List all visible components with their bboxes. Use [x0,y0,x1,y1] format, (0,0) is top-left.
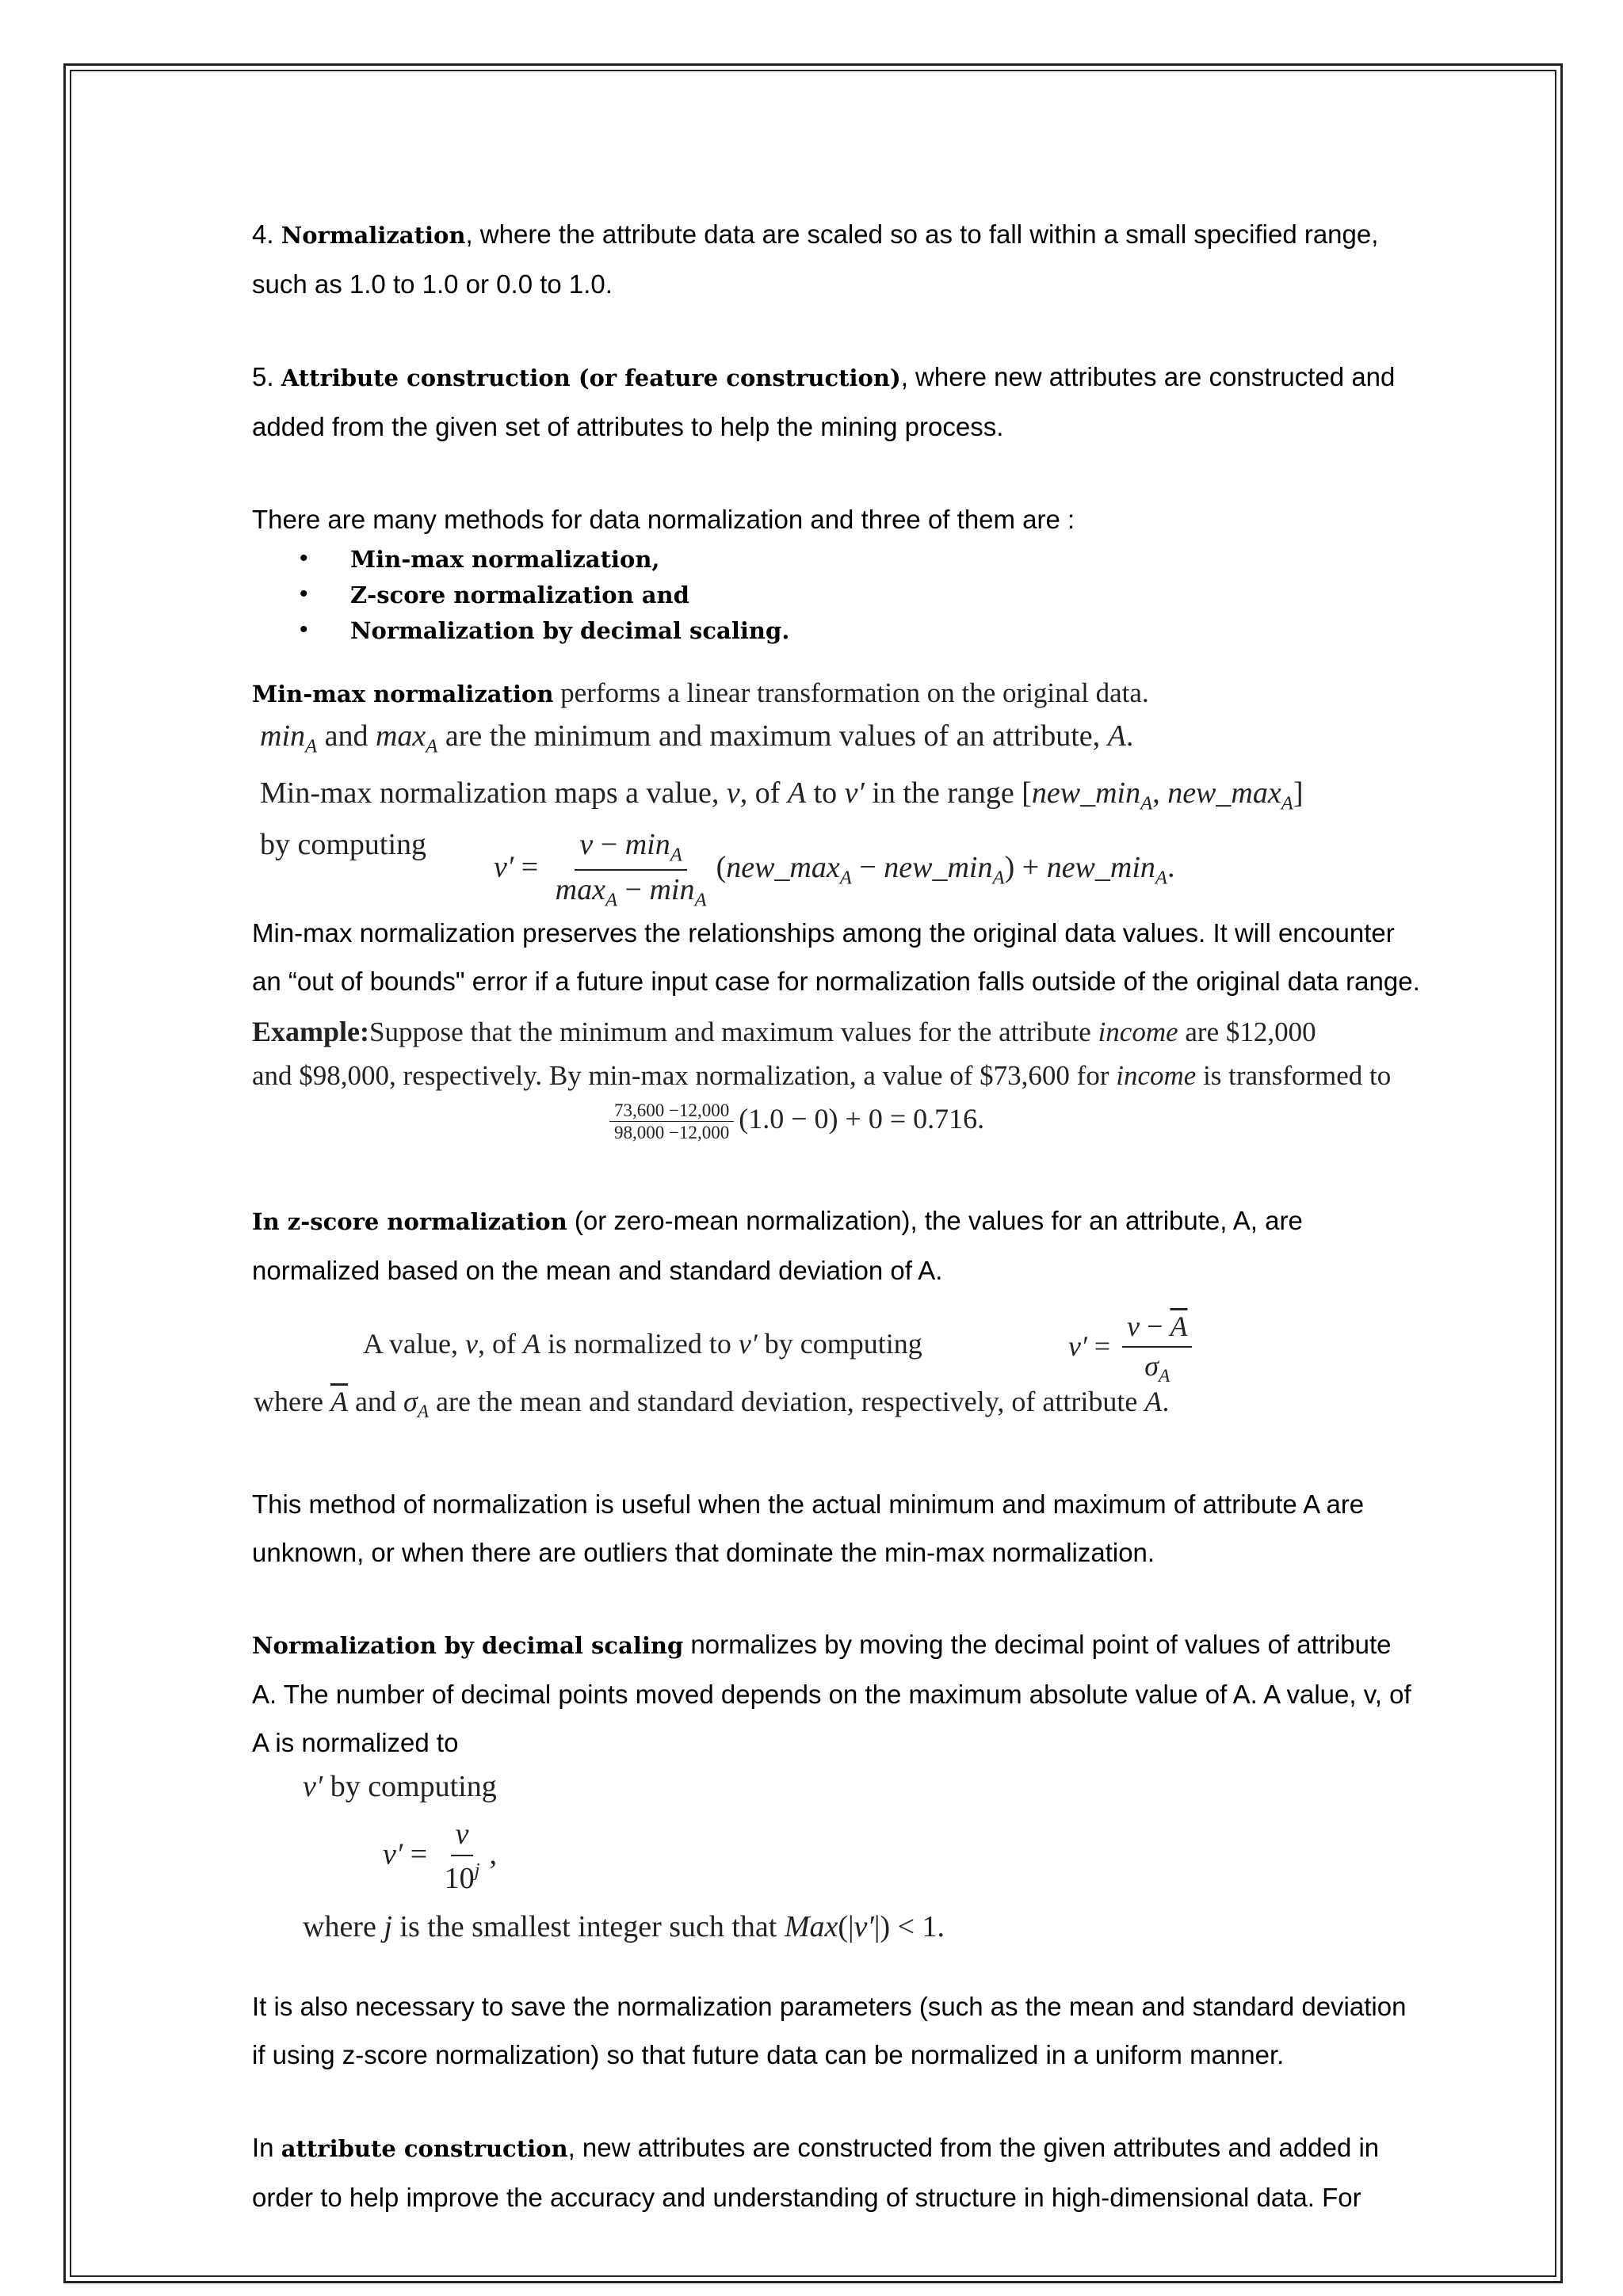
example-label: Example: [252,1016,369,1047]
minmax-def-line: $\min_A$ and $\max_A$ are the minimum and maximum values of an attribute, A. [260,719,1134,757]
item-number: 4. [252,219,281,249]
bullet-icon: • [300,616,308,643]
item-normalization [252,210,1488,308]
minmax-paragraph: Min-max normalization preserves the relationships among the original data values. It will encounter an “out of bounds" error if a future input case for normalization falls outside of the original data range. [252,918,1420,996]
methods-section [252,499,1488,647]
minmax-example: Example:Suppose that the minimum and maximum values for the attribute income are $12,000 and $98,000, respectively. By min-max normalization, a value of $73,600 for income is transformed to $\frac{73,600 -12,000}{98,000 -12,000}$ (1.0 − 0) + 0 = 0.716. [252,1010,1488,1143]
term-normalization: Normalization [281,222,466,249]
zscore-section: In z-score normalization (or zero-mean normalization), the values for an attribute, A, are normalized based on the mean and standard deviation of A. [252,1206,1303,1285]
decimal-formula: v′ by computing v′ = $\frac{v}{10^j}$ , where j is the smallest integer such that Max(|v′|) < 1. [303,1770,945,1944]
minmax-formula: by computing v′ = $\frac{v - \min_A}{\max_A - \min_A}$ ($new\_\max_A$ − $new\_\min_A$) + $new\_\min_A$. [260,828,1175,911]
list-item: • Z-score normalization and [252,576,1488,612]
item-text: , where new attributes are constructed and [900,362,1396,391]
term-attribute-construction: attribute construction [281,2135,568,2162]
bullet-icon: • [300,545,308,571]
term-minmax: Min-max normalization [252,681,554,707]
example-computation: $\frac{73,600 -12,000}{98,000 -12,000}$ (1.0 − 0) + 0 = 0.716. [252,1100,1488,1143]
zscore-paragraph: This method of normalization is useful when the actual minimum and maximum of attribute A are unknown, or when there are outliers that dominate the min-max normalization. [252,1489,1365,1567]
methods-list [252,540,1488,647]
list-item: • Min-max normalization, [252,540,1488,576]
construction-section: In attribute construction, new attributes are constructed from the given attributes and added in order to help improve the accuracy and understanding of structure in high-dimensional data. For [252,2133,1380,2212]
bullet-icon: • [300,581,308,607]
minmax-section: Min-max normalization performs a linear transformation on the original data. $\min_A$ and $\max_A$ are the minimum and maximum values of an attribute, A. Min-max normalization maps a value, v, of A to v′ in the range [$new\_\min_A$, $new\_\max_A$] by computing v′ = $\frac{v - \min_A}{\max_A - \min_A}$ ($new\_\max_A$ − $new\_\min_A$) + $new\_\min_A$. [252,673,1488,914]
item-attribute-construction [252,353,1488,451]
item-text: such as 1.0 to 1.0 or 0.0 to 1.0. [252,269,613,299]
term-decimal-scaling: Normalization by decimal scaling [252,1632,684,1659]
term-zscore: In z-score normalization [252,1208,567,1235]
zscore-formula: A value, v, of A is normalized to v′ by computing v′ = $\frac{v - \overline{A}}{\sigma_A}$ where $\overline{A}$ and $\sigma_A$ are the mean and standard deviation, respectively, of attribute A. [252,1311,1488,1434]
minmax-map-line: Min-max normalization maps a value, v, of A to v′ in the range [$new\_\min_A$, $new\_\max_A$] [260,776,1304,814]
methods-intro: There are many methods for data normalization and three of them are : [252,505,1075,534]
decimal-section: Normalization by decimal scaling normalizes by moving the decimal point of values of attribute A. The number of decimal points moved depends on the maximum absolute value of A. A value, v, of A is normalized to [252,1630,1411,1757]
item-text: , where the attribute data are scaled so as to fall within a small specified range, [465,219,1379,249]
term-attribute-construction: Attribute construction (or feature construction) [281,364,901,391]
list-item: • Normalization by decimal scaling. [252,612,1488,647]
item-number: 5. [252,362,281,391]
item-text: added from the given set of attributes to help the mining process. [252,412,1004,441]
parameters-paragraph: It is also necessary to save the normalization parameters (such as the mean and standard deviation if using z-score normalization) so that future data can be normalized in a uniform manner. [252,1992,1407,2069]
